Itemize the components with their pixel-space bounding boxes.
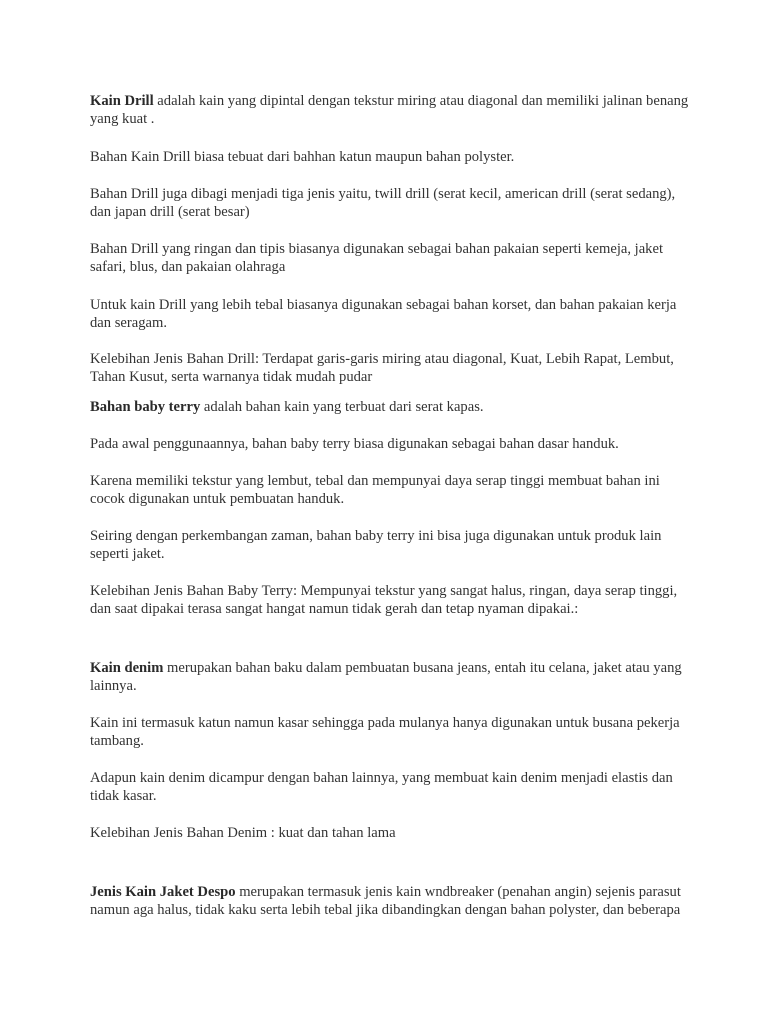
term-kain-denim: Kain denim — [90, 660, 164, 676]
paragraph-text: Karena memiliki tekstur yang lembut, tebal dan mempunyai daya serap tinggi membuat bahan ini cocok digunakan untuk pembuatan handuk. — [90, 473, 660, 507]
paragraph-text: Seiring dengan perkembangan zaman, bahan baby terry ini bisa juga digunakan untuk produk lain seperti jaket. — [90, 528, 662, 562]
paragraph-baby-terry-texture — [90, 472, 690, 508]
paragraph-kain-despo — [90, 883, 690, 919]
paragraph-text: Untuk kain Drill yang lebih tebal biasanya digunakan sebagai bahan korset, dan bahan pakaian kerja dan seragam. — [90, 297, 677, 331]
term-kain-drill: Kain Drill — [90, 93, 154, 109]
paragraph-baby-terry-modern — [90, 527, 690, 563]
paragraph-denim-katun — [90, 714, 690, 750]
paragraph-text: Bahan Drill juga dibagi menjadi tiga jenis yaitu, twill drill (serat kecil, american drill (serat sedang), dan japan drill (serat besar) — [90, 186, 676, 220]
paragraph-denim-advantages — [90, 824, 690, 842]
paragraph-text: Pada awal penggunaannya, bahan baby terry biasa digunakan sebagai bahan dasar handuk. — [90, 436, 619, 452]
paragraph-text: merupakan bahan baku dalam pembuatan busana jeans, entah itu celana, jaket atau yang lainnya. — [90, 660, 682, 694]
paragraph-baby-terry-advantages — [90, 582, 690, 618]
paragraph-text: Kelebihan Jenis Bahan Drill: Terdapat garis-garis miring atau diagonal, Kuat, Lebih Rapat, Lembut, Tahan Kusut, serta warnanya tidak mudah pudar — [90, 351, 674, 385]
paragraph-baby-terry — [90, 398, 690, 416]
paragraph-text: Bahan Drill yang ringan dan tipis biasanya digunakan sebagai bahan pakaian seperti kemeja, jaket safari, blus, dan pakaian olahraga — [90, 241, 664, 275]
paragraph-drill-types — [90, 185, 690, 221]
paragraph-text: Bahan Kain Drill biasa tebuat dari bahhan katun maupun bahan polyster. — [90, 149, 515, 165]
paragraph-text: adalah kain yang dipintal dengan tekstur miring atau diagonal dan memiliki jalinan benang yang kuat . — [90, 93, 689, 127]
paragraph-kain-drill — [90, 92, 690, 128]
term-baby-terry: Bahan baby terry — [90, 399, 201, 415]
paragraph-text: Kelebihan Jenis Bahan Denim : kuat dan tahan lama — [90, 825, 396, 841]
paragraph-baby-terry-usage — [90, 435, 690, 453]
paragraph-drill-material — [90, 148, 690, 166]
paragraph-drill-advantages — [90, 350, 690, 386]
paragraph-drill-thick — [90, 296, 690, 332]
paragraph-text: Adapun kain denim dicampur dengan bahan lainnya, yang membuat kain denim menjadi elastis dan tidak kasar. — [90, 770, 673, 804]
paragraph-text: adalah bahan kain yang terbuat dari serat kapas. — [200, 399, 484, 415]
paragraph-text: Kain ini termasuk katun namun kasar sehingga pada mulanya hanya digunakan untuk busana pekerja tambang. — [90, 715, 680, 749]
paragraph-kain-denim — [90, 659, 690, 695]
term-kain-despo: Jenis Kain Jaket Despo — [90, 884, 236, 900]
paragraph-text: merupakan termasuk jenis kain wndbreaker (penahan angin) sejenis parasut namun aga halus, tidak kaku serta lebih tebal jika dibandingkan dengan bahan polyster, dan beberapa — [90, 884, 681, 918]
paragraph-text: Kelebihan Jenis Bahan Baby Terry: Mempunyai tekstur yang sangat halus, ringan, daya serap tinggi, dan saat dipakai terasa sangat hangat namun tidak gerah dan tetap nyaman dipakai.: — [90, 583, 678, 617]
paragraph-denim-mixed — [90, 769, 690, 805]
paragraph-drill-light — [90, 240, 690, 276]
